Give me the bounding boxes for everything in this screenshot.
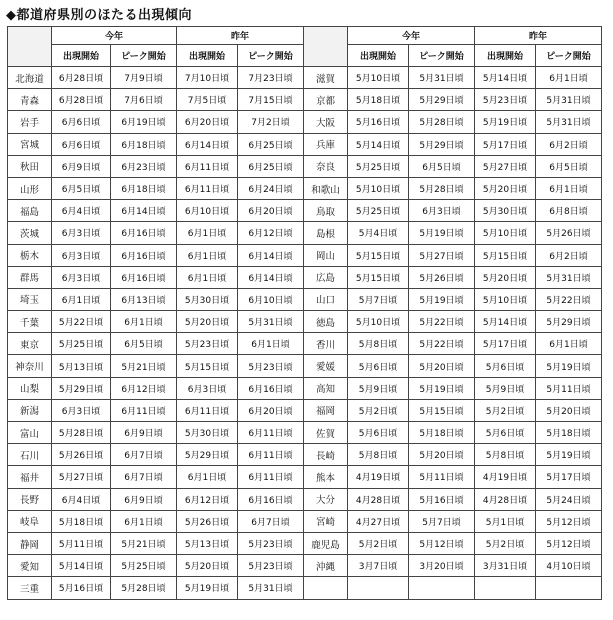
date-cell: 5月2日頃 (475, 532, 536, 554)
prefecture-cell: 東京 (8, 333, 52, 355)
date-cell: 6月5日頃 (111, 333, 177, 355)
date-cell: 5月29日頃 (536, 311, 602, 333)
date-cell: 6月16日頃 (111, 266, 177, 288)
date-cell: 5月6日頃 (475, 355, 536, 377)
this-year-header-right: 今年 (348, 27, 475, 45)
prefecture-cell: 山梨 (8, 377, 52, 399)
date-cell: 5月7日頃 (409, 510, 475, 532)
prefecture-cell: 沖縄 (304, 555, 348, 577)
table-row (8, 555, 602, 577)
date-cell: 5月28日頃 (52, 422, 111, 444)
date-cell: 3月31日頃 (475, 555, 536, 577)
date-cell: 5月15日頃 (348, 244, 409, 266)
table-row (8, 155, 602, 177)
prefecture-cell: 群馬 (8, 266, 52, 288)
prefecture-cell: 大阪 (304, 111, 348, 133)
date-cell: 5月11日頃 (409, 466, 475, 488)
table-row (8, 510, 602, 532)
date-cell: 5月6日頃 (348, 355, 409, 377)
date-cell: 6月5日頃 (52, 177, 111, 199)
date-cell: 5月31日頃 (536, 89, 602, 111)
date-cell: 6月14日頃 (238, 266, 304, 288)
date-cell: 5月15日頃 (348, 266, 409, 288)
last-year-header-right: 昨年 (475, 27, 602, 45)
date-cell: 5月23日頃 (238, 555, 304, 577)
date-cell (409, 577, 475, 599)
date-cell: 4月28日頃 (475, 488, 536, 510)
prefecture-cell: 神奈川 (8, 355, 52, 377)
date-cell: 6月1日頃 (536, 177, 602, 199)
this-year-header-left: 今年 (52, 27, 177, 45)
prefecture-cell: 鳥取 (304, 200, 348, 222)
table-row (8, 444, 602, 466)
date-cell: 5月28日頃 (111, 577, 177, 599)
prefecture-cell: 福岡 (304, 399, 348, 421)
date-cell: 5月30日頃 (177, 288, 238, 310)
table-row (8, 89, 602, 111)
date-cell: 5月30日頃 (177, 422, 238, 444)
date-cell: 5月31日頃 (536, 111, 602, 133)
date-cell: 5月1日頃 (475, 510, 536, 532)
date-cell: 5月8日頃 (348, 333, 409, 355)
prefecture-cell: 福島 (8, 200, 52, 222)
date-cell: 5月31日頃 (409, 67, 475, 89)
prefecture-cell: 徳島 (304, 311, 348, 333)
date-cell: 5月20日頃 (177, 311, 238, 333)
date-cell: 5月23日頃 (238, 355, 304, 377)
prefecture-cell: 高知 (304, 377, 348, 399)
date-cell: 5月24日頃 (536, 488, 602, 510)
appear-header: 出現開始 (348, 45, 409, 67)
appear-header: 出現開始 (475, 45, 536, 67)
date-cell: 7月6日頃 (111, 89, 177, 111)
prefecture-cell: 秋田 (8, 155, 52, 177)
prefecture-cell: 島根 (304, 222, 348, 244)
date-cell: 5月26日頃 (536, 222, 602, 244)
date-cell: 6月4日頃 (52, 488, 111, 510)
date-cell: 6月9日頃 (52, 155, 111, 177)
last-year-header-left: 昨年 (177, 27, 304, 45)
date-cell: 6月12日頃 (111, 377, 177, 399)
date-cell: 6月1日頃 (177, 466, 238, 488)
prefecture-cell: 鹿児島 (304, 532, 348, 554)
date-cell: 5月18日頃 (409, 422, 475, 444)
date-cell: 6月1日頃 (52, 288, 111, 310)
date-cell: 6月18日頃 (111, 133, 177, 155)
table-row (8, 488, 602, 510)
date-cell: 6月1日頃 (111, 311, 177, 333)
header-row-year (8, 27, 602, 45)
prefecture-cell: 茨城 (8, 222, 52, 244)
date-cell: 6月23日頃 (111, 155, 177, 177)
date-cell: 5月15日頃 (475, 244, 536, 266)
date-cell: 6月5日頃 (409, 155, 475, 177)
date-cell: 5月20日頃 (177, 555, 238, 577)
date-cell: 6月24日頃 (238, 177, 304, 199)
date-cell: 5月20日頃 (409, 355, 475, 377)
date-cell: 3月7日頃 (348, 555, 409, 577)
peak-header: ピーク開始 (111, 45, 177, 67)
prefecture-cell: 奈良 (304, 155, 348, 177)
prefecture-cell: 青森 (8, 89, 52, 111)
date-cell: 6月14日頃 (111, 200, 177, 222)
prefecture-cell: 静岡 (8, 532, 52, 554)
date-cell: 5月31日頃 (238, 577, 304, 599)
date-cell: 6月1日頃 (536, 333, 602, 355)
date-cell: 5月23日頃 (475, 89, 536, 111)
date-cell: 5月11日頃 (52, 532, 111, 554)
date-cell: 6月9日頃 (111, 488, 177, 510)
table-row (8, 177, 602, 199)
date-cell: 5月14日頃 (475, 67, 536, 89)
prefecture-cell: 香川 (304, 333, 348, 355)
date-cell: 6月18日頃 (111, 177, 177, 199)
date-cell: 6月1日頃 (111, 510, 177, 532)
date-cell: 6月14日頃 (177, 133, 238, 155)
date-cell: 6月11日頃 (238, 444, 304, 466)
prefecture-cell: 滋賀 (304, 67, 348, 89)
date-cell: 6月1日頃 (177, 266, 238, 288)
prefecture-cell: 岩手 (8, 111, 52, 133)
date-cell: 5月19日頃 (536, 444, 602, 466)
table-row (8, 399, 602, 421)
date-cell: 5月10日頃 (348, 311, 409, 333)
date-cell: 5月20日頃 (475, 177, 536, 199)
date-cell: 5月20日頃 (409, 444, 475, 466)
date-cell: 5月8日頃 (475, 444, 536, 466)
date-cell: 5月28日頃 (409, 111, 475, 133)
date-cell: 6月28日頃 (52, 67, 111, 89)
date-cell: 4月27日頃 (348, 510, 409, 532)
date-cell: 6月11日頃 (177, 399, 238, 421)
prefecture-cell: 三重 (8, 577, 52, 599)
date-cell: 6月11日頃 (177, 155, 238, 177)
date-cell: 5月20日頃 (536, 399, 602, 421)
table-row (8, 67, 602, 89)
date-cell: 5月10日頃 (475, 288, 536, 310)
date-cell: 6月2日頃 (536, 244, 602, 266)
peak-header: ピーク開始 (409, 45, 475, 67)
date-cell: 6月11日頃 (238, 422, 304, 444)
date-cell: 6月14日頃 (238, 244, 304, 266)
date-cell: 7月9日頃 (111, 67, 177, 89)
date-cell: 5月13日頃 (52, 355, 111, 377)
date-cell: 5月27日頃 (52, 466, 111, 488)
date-cell: 4月19日頃 (348, 466, 409, 488)
date-cell: 6月20日頃 (238, 399, 304, 421)
prefecture-cell: 兵庫 (304, 133, 348, 155)
date-cell: 6月16日頃 (111, 244, 177, 266)
date-cell: 5月9日頃 (348, 377, 409, 399)
table-row (8, 333, 602, 355)
prefecture-cell: 長崎 (304, 444, 348, 466)
date-cell: 4月28日頃 (348, 488, 409, 510)
date-cell: 5月16日頃 (409, 488, 475, 510)
date-cell: 5月25日頃 (52, 333, 111, 355)
prefecture-cell: 宮崎 (304, 510, 348, 532)
date-cell: 5月19日頃 (409, 377, 475, 399)
date-cell: 6月12日頃 (177, 488, 238, 510)
date-cell: 5月19日頃 (475, 111, 536, 133)
date-cell: 6月16日頃 (238, 488, 304, 510)
date-cell: 7月15日頃 (238, 89, 304, 111)
date-cell: 5月14日頃 (475, 311, 536, 333)
table-row (8, 244, 602, 266)
date-cell: 6月9日頃 (111, 422, 177, 444)
prefecture-cell: 宮城 (8, 133, 52, 155)
date-cell: 5月19日頃 (409, 288, 475, 310)
prefecture-cell: 新潟 (8, 399, 52, 421)
date-cell: 6月3日頃 (52, 399, 111, 421)
date-cell: 6月4日頃 (52, 200, 111, 222)
date-cell: 6月3日頃 (52, 222, 111, 244)
date-cell: 5月18日頃 (348, 89, 409, 111)
date-cell: 5月22日頃 (409, 333, 475, 355)
prefecture-cell: 長野 (8, 488, 52, 510)
table-row (8, 466, 602, 488)
date-cell: 6月1日頃 (536, 67, 602, 89)
table-row (8, 355, 602, 377)
date-cell: 3月20日頃 (409, 555, 475, 577)
date-cell: 6月13日頃 (111, 288, 177, 310)
date-cell: 6月16日頃 (238, 377, 304, 399)
date-cell: 5月8日頃 (348, 444, 409, 466)
prefecture-cell (304, 577, 348, 599)
date-cell: 7月5日頃 (177, 89, 238, 111)
date-cell: 6月10日頃 (177, 200, 238, 222)
table-row (8, 266, 602, 288)
table-row (8, 377, 602, 399)
date-cell: 5月19日頃 (177, 577, 238, 599)
date-cell: 5月6日頃 (475, 422, 536, 444)
date-cell: 6月3日頃 (177, 377, 238, 399)
date-cell: 5月16日頃 (348, 111, 409, 133)
date-cell: 5月14日頃 (52, 555, 111, 577)
date-cell: 6月16日頃 (111, 222, 177, 244)
date-cell: 5月22日頃 (409, 311, 475, 333)
date-cell: 6月11日頃 (238, 466, 304, 488)
date-cell: 6月20日頃 (238, 200, 304, 222)
prefecture-cell: 千葉 (8, 311, 52, 333)
date-cell: 5月22日頃 (52, 311, 111, 333)
table-row (8, 422, 602, 444)
date-cell: 5月27日頃 (409, 244, 475, 266)
date-cell: 5月29日頃 (409, 133, 475, 155)
table-row (8, 311, 602, 333)
date-cell: 5月21日頃 (111, 532, 177, 554)
date-cell: 6月1日頃 (238, 333, 304, 355)
date-cell: 7月23日頃 (238, 67, 304, 89)
date-cell: 5月10日頃 (475, 222, 536, 244)
date-cell (348, 577, 409, 599)
pref-header-right (304, 27, 348, 67)
date-cell: 5月19日頃 (409, 222, 475, 244)
date-cell: 6月6日頃 (52, 133, 111, 155)
prefecture-cell: 栃木 (8, 244, 52, 266)
date-cell: 5月23日頃 (177, 333, 238, 355)
date-cell: 5月18日頃 (52, 510, 111, 532)
date-cell: 6月12日頃 (238, 222, 304, 244)
peak-header: ピーク開始 (536, 45, 602, 67)
prefecture-cell: 佐賀 (304, 422, 348, 444)
date-cell: 5月11日頃 (536, 377, 602, 399)
page-title: ◆都道府県別のほたる出現傾向 (6, 8, 192, 23)
date-cell: 5月21日頃 (111, 355, 177, 377)
date-cell: 6月6日頃 (52, 111, 111, 133)
appear-header: 出現開始 (52, 45, 111, 67)
date-cell: 5月29日頃 (52, 377, 111, 399)
date-cell: 5月7日頃 (348, 288, 409, 310)
date-cell: 5月16日頃 (52, 577, 111, 599)
date-cell: 6月1日頃 (177, 244, 238, 266)
prefecture-cell: 愛知 (8, 555, 52, 577)
date-cell: 6月3日頃 (52, 266, 111, 288)
date-cell: 6月7日頃 (111, 444, 177, 466)
date-cell: 5月12日頃 (409, 532, 475, 554)
prefecture-cell: 熊本 (304, 466, 348, 488)
date-cell: 5月12日頃 (536, 510, 602, 532)
date-cell: 6月19日頃 (111, 111, 177, 133)
table-row (8, 133, 602, 155)
date-cell: 6月1日頃 (177, 222, 238, 244)
table-row (8, 532, 602, 554)
appear-header: 出現開始 (177, 45, 238, 67)
date-cell (475, 577, 536, 599)
date-cell: 7月2日頃 (238, 111, 304, 133)
date-cell: 4月19日頃 (475, 466, 536, 488)
date-cell: 5月20日頃 (475, 266, 536, 288)
date-cell: 5月26日頃 (177, 510, 238, 532)
date-cell: 5月2日頃 (475, 399, 536, 421)
date-cell: 6月25日頃 (238, 155, 304, 177)
date-cell: 7月10日頃 (177, 67, 238, 89)
prefecture-cell: 北海道 (8, 67, 52, 89)
date-cell: 5月30日頃 (475, 200, 536, 222)
date-cell: 5月25日頃 (348, 200, 409, 222)
date-cell: 5月31日頃 (238, 311, 304, 333)
date-cell: 6月3日頃 (409, 200, 475, 222)
prefecture-cell: 広島 (304, 266, 348, 288)
prefecture-cell: 埼玉 (8, 288, 52, 310)
prefecture-cell: 山形 (8, 177, 52, 199)
date-cell: 5月14日頃 (348, 133, 409, 155)
date-cell: 5月2日頃 (348, 399, 409, 421)
date-cell: 5月18日頃 (536, 422, 602, 444)
prefecture-cell: 富山 (8, 422, 52, 444)
date-cell: 6月25日頃 (238, 133, 304, 155)
date-cell: 5月17日頃 (475, 333, 536, 355)
date-cell: 5月13日頃 (177, 532, 238, 554)
date-cell: 5月17日頃 (475, 133, 536, 155)
date-cell: 5月25日頃 (111, 555, 177, 577)
prefecture-cell: 岐阜 (8, 510, 52, 532)
date-cell: 6月5日頃 (536, 155, 602, 177)
date-cell: 6月10日頃 (238, 288, 304, 310)
pref-header-left (8, 27, 52, 67)
date-cell: 5月15日頃 (177, 355, 238, 377)
date-cell: 5月22日頃 (536, 288, 602, 310)
date-cell: 5月19日頃 (536, 355, 602, 377)
date-cell: 6月7日頃 (111, 466, 177, 488)
prefecture-cell: 和歌山 (304, 177, 348, 199)
date-cell: 4月10日頃 (536, 555, 602, 577)
table-row (8, 577, 602, 599)
date-cell: 5月31日頃 (536, 266, 602, 288)
table-row (8, 288, 602, 310)
date-cell: 5月10日頃 (348, 177, 409, 199)
date-cell: 5月27日頃 (475, 155, 536, 177)
date-cell: 5月10日頃 (348, 67, 409, 89)
prefecture-cell: 石川 (8, 444, 52, 466)
date-cell: 5月23日頃 (238, 532, 304, 554)
date-cell: 6月7日頃 (238, 510, 304, 532)
prefecture-cell: 福井 (8, 466, 52, 488)
date-cell: 5月6日頃 (348, 422, 409, 444)
date-cell: 6月28日頃 (52, 89, 111, 111)
date-cell: 6月20日頃 (177, 111, 238, 133)
prefecture-cell: 京都 (304, 89, 348, 111)
date-cell: 6月8日頃 (536, 200, 602, 222)
date-cell: 6月3日頃 (52, 244, 111, 266)
date-cell: 5月29日頃 (409, 89, 475, 111)
date-cell: 6月2日頃 (536, 133, 602, 155)
date-cell: 6月11日頃 (177, 177, 238, 199)
peak-header: ピーク開始 (238, 45, 304, 67)
date-cell: 5月4日頃 (348, 222, 409, 244)
date-cell: 5月9日頃 (475, 377, 536, 399)
prefecture-cell: 山口 (304, 288, 348, 310)
table-row (8, 111, 602, 133)
date-cell: 5月28日頃 (409, 177, 475, 199)
date-cell (536, 577, 602, 599)
prefecture-cell: 岡山 (304, 244, 348, 266)
date-cell: 5月2日頃 (348, 532, 409, 554)
prefecture-cell: 大分 (304, 488, 348, 510)
table-row (8, 200, 602, 222)
date-cell: 6月11日頃 (111, 399, 177, 421)
date-cell: 5月15日頃 (409, 399, 475, 421)
date-cell: 5月26日頃 (52, 444, 111, 466)
date-cell: 5月25日頃 (348, 155, 409, 177)
date-cell: 5月17日頃 (536, 466, 602, 488)
date-cell: 5月29日頃 (177, 444, 238, 466)
date-cell: 5月26日頃 (409, 266, 475, 288)
firefly-table (7, 26, 602, 600)
table-row (8, 222, 602, 244)
prefecture-cell: 愛媛 (304, 355, 348, 377)
date-cell: 5月12日頃 (536, 532, 602, 554)
